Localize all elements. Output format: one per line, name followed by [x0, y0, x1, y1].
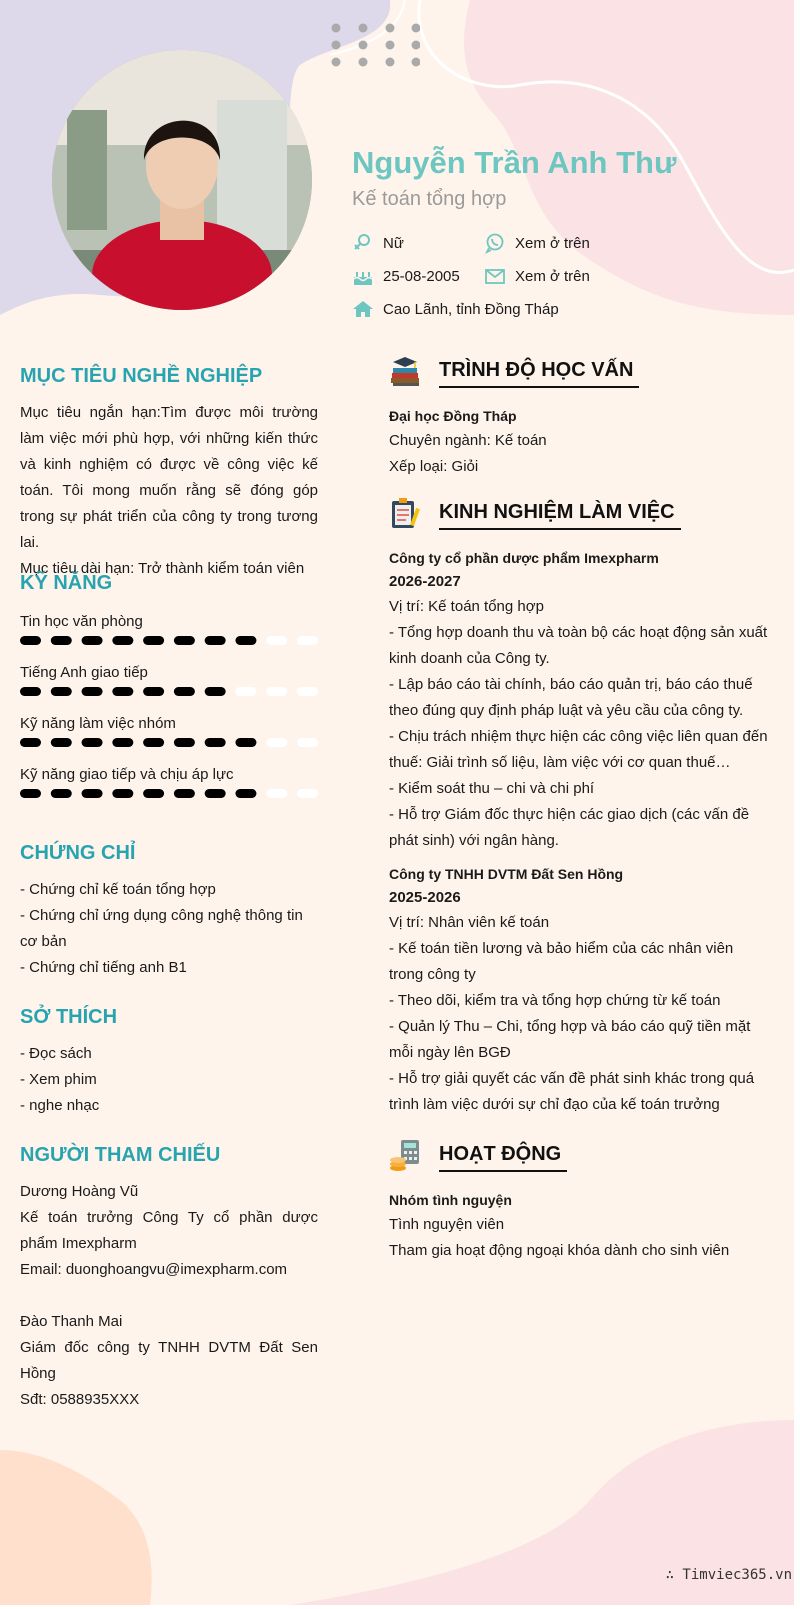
skill-label: Tin học văn phòng — [20, 613, 143, 630]
job-duty: - Hỗ trợ giải quyết các vấn đề phát sinh khác trong quá trình làm việc dưới sự chỉ đạo của kế toán trưởng — [389, 1070, 755, 1113]
job-duty: - Kiểm soát thu – chi và chi phí — [389, 780, 595, 797]
job-position: Vị trí: Nhân viên kế toán — [389, 914, 550, 931]
skills-list — [20, 611, 318, 807]
job-duty: - Lập báo cáo tài chính, báo cáo quản trị, báo cáo thuế theo đúng quy định pháp luật và yêu cầu của công ty. — [389, 676, 753, 719]
skill-segment-filled — [143, 789, 164, 798]
skill-row — [20, 713, 318, 756]
job-duty: - Hỗ trợ Giám đốc thực hiện các giao dịch (các vấn đề phát sinh) với ngân hàng. — [389, 806, 750, 849]
birthday-value: 25-08-2005 — [383, 267, 460, 285]
decorative-dots — [330, 22, 420, 73]
coins-calculator-icon — [389, 1138, 421, 1172]
gender-icon — [352, 232, 374, 254]
references-section — [20, 1144, 318, 1413]
skill-segment-filled — [51, 687, 72, 696]
hobby-item: - nghe nhạc — [20, 1097, 100, 1114]
skill-segment-filled — [235, 789, 256, 798]
job-company: Công ty cổ phần dược phẩm Imexpharm — [389, 550, 659, 566]
skill-segment-filled — [112, 789, 133, 798]
skill-segment-filled — [20, 738, 41, 747]
experience-section — [389, 490, 769, 1118]
activities-title: HOẠT ĐỘNG — [439, 1143, 567, 1172]
experience-title: KINH NGHIỆM LÀM VIỆC — [439, 501, 681, 530]
activity-org: Nhóm tình nguyện — [389, 1192, 512, 1208]
job-duty: - Theo dõi, kiểm tra và tổng hợp chứng từ kế toán — [389, 992, 721, 1009]
skill-segment-filled — [205, 789, 226, 798]
skill-segment-empty — [297, 738, 318, 747]
skill-segment-filled — [235, 636, 256, 645]
skills-section — [20, 572, 318, 815]
reference-1-contact: Email: duonghoangvu@imexpharm.com — [20, 1261, 288, 1278]
gender-info — [352, 232, 404, 254]
education-title: TRÌNH ĐỘ HỌC VẤN — [439, 359, 639, 388]
watermark-text: Timviec365.vn — [682, 1567, 792, 1583]
skill-segment-filled — [20, 687, 41, 696]
certificates-title: CHỨNG CHỈ — [20, 842, 136, 864]
address-value: Cao Lãnh, tỉnh Đồng Tháp — [383, 300, 559, 318]
job-duty: - Kế toán tiền lương và bảo hiểm của các nhân viên trong công ty — [389, 940, 734, 983]
education-major: Chuyên ngành: Kế toán — [389, 432, 547, 449]
skill-segment-empty — [235, 687, 256, 696]
skill-segment-filled — [112, 636, 133, 645]
skill-segment-filled — [174, 636, 195, 645]
birthday-info — [352, 265, 460, 287]
certificate-item: - Chứng chỉ kế toán tổng hợp — [20, 881, 216, 898]
skill-segment-empty — [297, 636, 318, 645]
clipboard-icon — [389, 496, 421, 530]
graduation-books-icon — [389, 354, 421, 388]
email-info — [484, 265, 590, 287]
skill-segment-empty — [266, 636, 287, 645]
education-section — [389, 348, 769, 480]
candidate-job-title: Kế toán tổng hợp — [352, 188, 507, 210]
skill-segment-filled — [112, 738, 133, 747]
skill-segment-filled — [112, 687, 133, 696]
reference-1-name: Dương Hoàng Vũ — [20, 1183, 139, 1200]
experience-header — [389, 490, 769, 530]
skill-label: Tiếng Anh giao tiếp — [20, 664, 148, 681]
objective-long-term: Mục tiêu dài hạn: Trở thành kiểm toán viên — [20, 560, 305, 577]
gender-value: Nữ — [383, 234, 404, 252]
skill-segment-empty — [297, 687, 318, 696]
watermark-logo-icon: ∴ — [665, 1567, 683, 1583]
email-value: Xem ở trên — [515, 267, 590, 285]
skill-segment-empty — [266, 789, 287, 798]
references-title: NGƯỜI THAM CHIẾU — [20, 1144, 221, 1166]
job-entry — [389, 546, 769, 854]
skill-segment-empty — [266, 738, 287, 747]
job-period: 2025-2026 — [389, 889, 461, 906]
objective-title: MỤC TIÊU NGHỀ NGHIỆP — [20, 365, 263, 387]
reference-1-position: Kế toán trưởng Công Ty cổ phần dược phẩm Imexpharm — [20, 1209, 318, 1252]
skill-segment-empty — [266, 687, 287, 696]
candidate-name: Nguyễn Trần Anh Thư — [352, 145, 677, 180]
job-duty: - Quản lý Thu – Chi, tổng hợp và báo cáo quỹ tiền mặt mỗi ngày lên BGĐ — [389, 1018, 751, 1061]
objective-short-term: Mục tiêu ngắn hạn:Tìm được môi trường làm việc mới phù hợp, với những kiến thức và kinh nghiệm có được về công việc kế toán. Tôi mong muốn rằng sẽ đóng góp trong sự phát triển của công ty trong tương lai. — [20, 404, 318, 551]
reference-2-position: Giám đốc công ty TNHH DVTM Đất Sen Hồng — [20, 1339, 318, 1382]
phone-info — [484, 232, 590, 254]
activities-section — [389, 1132, 769, 1264]
certificate-item: - Chứng chỉ ứng dụng công nghệ thông tin cơ bản — [20, 907, 303, 950]
activities-header — [389, 1132, 769, 1172]
skill-level-bar — [20, 684, 318, 700]
job-entry — [389, 862, 769, 1118]
skill-level-bar — [20, 735, 318, 751]
activity-description: Tham gia hoạt động ngoại khóa dành cho sinh viên — [389, 1242, 730, 1259]
skill-row — [20, 764, 318, 807]
job-company: Công ty TNHH DVTM Đất Sen Hồng — [389, 866, 624, 882]
certificate-item: - Chứng chỉ tiếng anh B1 — [20, 959, 187, 976]
skill-segment-filled — [143, 636, 164, 645]
skill-segment-empty — [297, 789, 318, 798]
address-info — [352, 298, 559, 320]
skill-segment-filled — [174, 789, 195, 798]
whatsapp-icon — [484, 232, 506, 254]
education-school: Đại học Đồng Tháp — [389, 408, 517, 424]
skill-segment-filled — [205, 687, 226, 696]
skill-segment-filled — [20, 789, 41, 798]
skill-segment-filled — [174, 687, 195, 696]
skill-segment-filled — [82, 636, 103, 645]
reference-2-contact: Sđt: 0588935XXX — [20, 1391, 140, 1408]
activity-role: Tình nguyện viên — [389, 1216, 505, 1233]
skill-level-bar — [20, 786, 318, 802]
skill-segment-filled — [82, 687, 103, 696]
skill-segment-filled — [82, 738, 103, 747]
job-period: 2026-2027 — [389, 573, 461, 590]
education-grade: Xếp loại: Giỏi — [389, 458, 479, 475]
objective-section — [20, 365, 318, 582]
hobbies-section — [20, 1006, 318, 1119]
skill-segment-filled — [143, 738, 164, 747]
home-icon — [352, 298, 374, 320]
skill-segment-filled — [51, 789, 72, 798]
skill-label: Kỹ năng làm việc nhóm — [20, 715, 176, 732]
skill-segment-filled — [82, 789, 103, 798]
certificates-section — [20, 842, 318, 981]
skill-level-bar — [20, 633, 318, 649]
job-duty: - Tổng hợp doanh thu và toàn bộ các hoạt động sản xuất kinh doanh của Công ty. — [389, 624, 768, 667]
skill-segment-filled — [205, 738, 226, 747]
reference-2-name: Đào Thanh Mai — [20, 1313, 123, 1330]
skill-row — [20, 662, 318, 705]
skill-row — [20, 611, 318, 654]
skill-segment-filled — [235, 738, 256, 747]
skill-segment-filled — [205, 636, 226, 645]
job-position: Vị trí: Kế toán tổng hợp — [389, 598, 544, 615]
skill-segment-filled — [51, 738, 72, 747]
hobby-item: - Đọc sách — [20, 1045, 92, 1062]
skill-segment-filled — [20, 636, 41, 645]
phone-value: Xem ở trên — [515, 234, 590, 252]
birthday-cake-icon — [352, 265, 374, 287]
hobbies-title: SỞ THÍCH — [20, 1006, 118, 1028]
watermark — [666, 1567, 792, 1583]
skills-title: KỸ NĂNG — [20, 572, 113, 594]
envelope-icon — [484, 265, 506, 287]
hobby-item: - Xem phim — [20, 1071, 97, 1088]
skill-segment-filled — [174, 738, 195, 747]
skill-label: Kỹ năng giao tiếp và chịu áp lực — [20, 766, 234, 783]
profile-photo — [52, 50, 312, 310]
skill-segment-filled — [51, 636, 72, 645]
job-duty: - Chịu trách nhiệm thực hiện các công việc liên quan đến thuế: Giải trình số liệu, làm việc với cơ quan thuế… — [389, 728, 768, 771]
skill-segment-filled — [143, 687, 164, 696]
education-header — [389, 348, 769, 388]
